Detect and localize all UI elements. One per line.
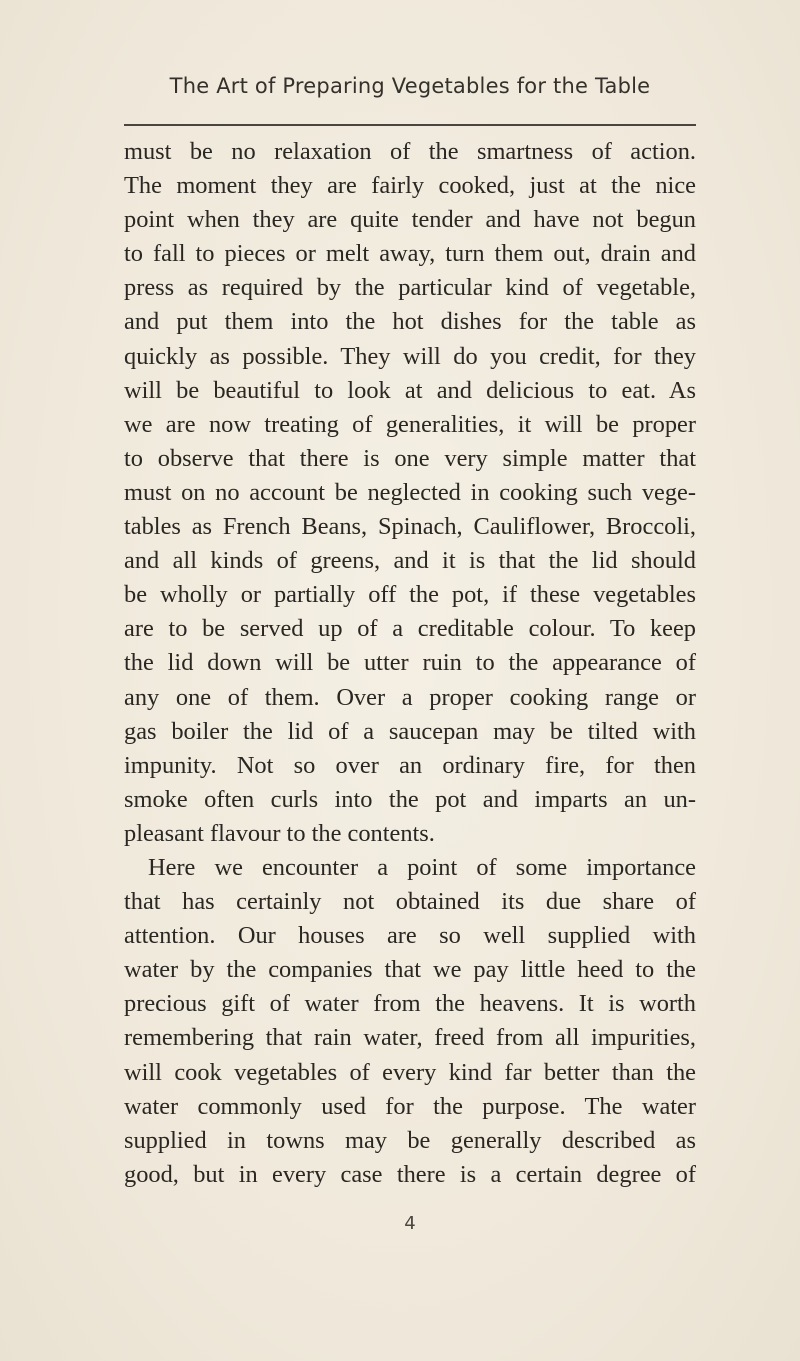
text-line: and put them into the hot dishes for the table as	[124, 308, 696, 336]
text-line: the lid down will be utter ruin to the appearance of	[124, 649, 696, 677]
text-line: smoke often curls into the pot and imparts an un-	[124, 785, 696, 813]
text-line: impunity. Not so over an ordinary fire, for then	[124, 751, 696, 779]
text-line: to fall to pieces or melt away, turn them out, drain and	[124, 240, 696, 268]
paragraph	[124, 135, 696, 851]
text-line: be wholly or partially off the pot, if these vegetables	[124, 581, 696, 609]
text-line: quickly as possible. They will do you credit, for they	[124, 342, 696, 370]
text-line: we are now treating of generalities, it will be proper	[124, 410, 696, 438]
text-line: water by the companies that we pay little heed to the	[124, 956, 696, 984]
running-head: The Art of Preparing Vegetables for the Table	[169, 74, 651, 98]
text-line: tables as French Beans, Spinach, Cauliflower, Broccoli,	[124, 513, 696, 541]
text-line: will cook vegetables of every kind far better than the	[124, 1058, 696, 1086]
text-line: The moment they are fairly cooked, just at the nice	[124, 172, 696, 200]
text-line: any one of them. Over a proper cooking range or	[124, 683, 696, 711]
text-line: must be no relaxation of the smartness of action.	[124, 138, 696, 165]
text-line: supplied in towns may be generally described as	[124, 1126, 696, 1154]
text-line: precious gift of water from the heavens. It is worth	[124, 990, 696, 1018]
page-number: 4	[404, 1213, 416, 1234]
text-line: gas boiler the lid of a saucepan may be tilted with	[124, 717, 696, 745]
text-line: and all kinds of greens, and it is that the lid should	[124, 547, 696, 575]
text-line: to observe that there is one very simple matter that	[124, 444, 696, 472]
text-line: point when they are quite tender and have not begun	[124, 206, 696, 234]
body-text	[124, 135, 696, 1192]
text-line: good, but in every case there is a certain degree of	[124, 1160, 696, 1188]
text-line: will be beautiful to look at and delicious to eat. As	[124, 376, 696, 404]
text-line: press as required by the particular kind of vegetable,	[124, 274, 696, 302]
text-line: attention. Our houses are so well supplied with	[124, 922, 696, 950]
header-rule	[124, 124, 696, 126]
text-line: are to be served up of a creditable colour. To keep	[124, 615, 696, 643]
text-line: remembering that rain water, freed from all impurities,	[124, 1024, 696, 1052]
text-line: must on no account be neglected in cooking such vege-	[124, 478, 696, 506]
text-line: Here we encounter a point of some importance	[148, 853, 696, 881]
paragraph	[124, 851, 696, 1192]
text-line: pleasant flavour to the contents.	[124, 819, 435, 847]
text-line: water commonly used for the purpose. The water	[124, 1092, 696, 1120]
text-line: that has certainly not obtained its due share of	[124, 888, 696, 916]
